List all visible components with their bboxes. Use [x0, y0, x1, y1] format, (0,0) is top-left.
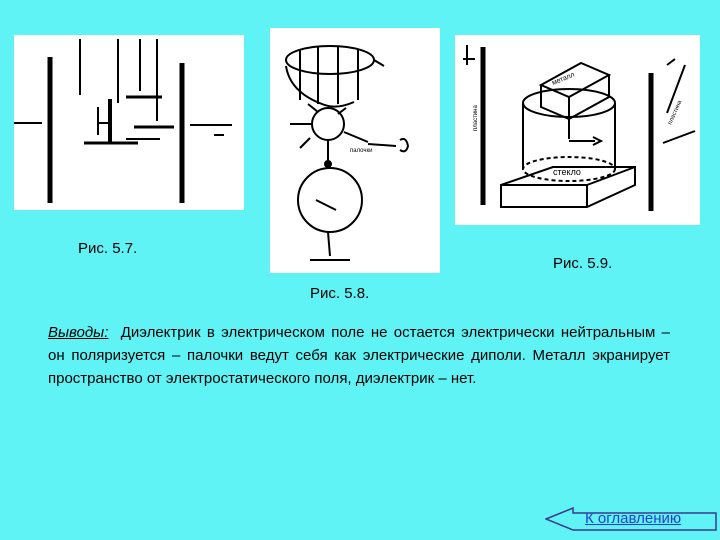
- conclusion-heading: Выводы:: [48, 324, 109, 341]
- toc-back-button[interactable]: [545, 507, 717, 531]
- figure-5-8-drawing: [270, 28, 440, 273]
- figure-5-8: [270, 28, 440, 273]
- figure-5-9-drawing: [455, 35, 700, 225]
- figure-5-7-drawing: [14, 35, 244, 210]
- conclusion-text: Диэлектрик в электрическом поле не остается электрически нейтральным – он поляризуется – палочки ведут себя как электрические диполи. Металл экранирует пространство от электростатического поля, диэлектрик – нет.: [48, 324, 670, 387]
- figure-5-7: [14, 35, 244, 210]
- conclusion-paragraph: [48, 321, 670, 390]
- fig-5-8-inscription: палочки: [350, 148, 373, 154]
- caption-fig-5-8: Рис. 5.8.: [310, 285, 370, 302]
- fig-5-9-right-label: пластина: [667, 99, 684, 126]
- toc-link[interactable]: К оглавлению: [585, 510, 682, 527]
- figure-5-9: [455, 35, 700, 225]
- fig-5-9-cylinder-label: стекло: [553, 167, 581, 177]
- fig-5-9-left-label: пластина: [473, 105, 479, 131]
- fig-5-9-box-label: металл: [551, 71, 576, 87]
- caption-fig-5-7: Рис. 5.7.: [78, 240, 138, 257]
- caption-fig-5-9: Рис. 5.9.: [553, 255, 613, 272]
